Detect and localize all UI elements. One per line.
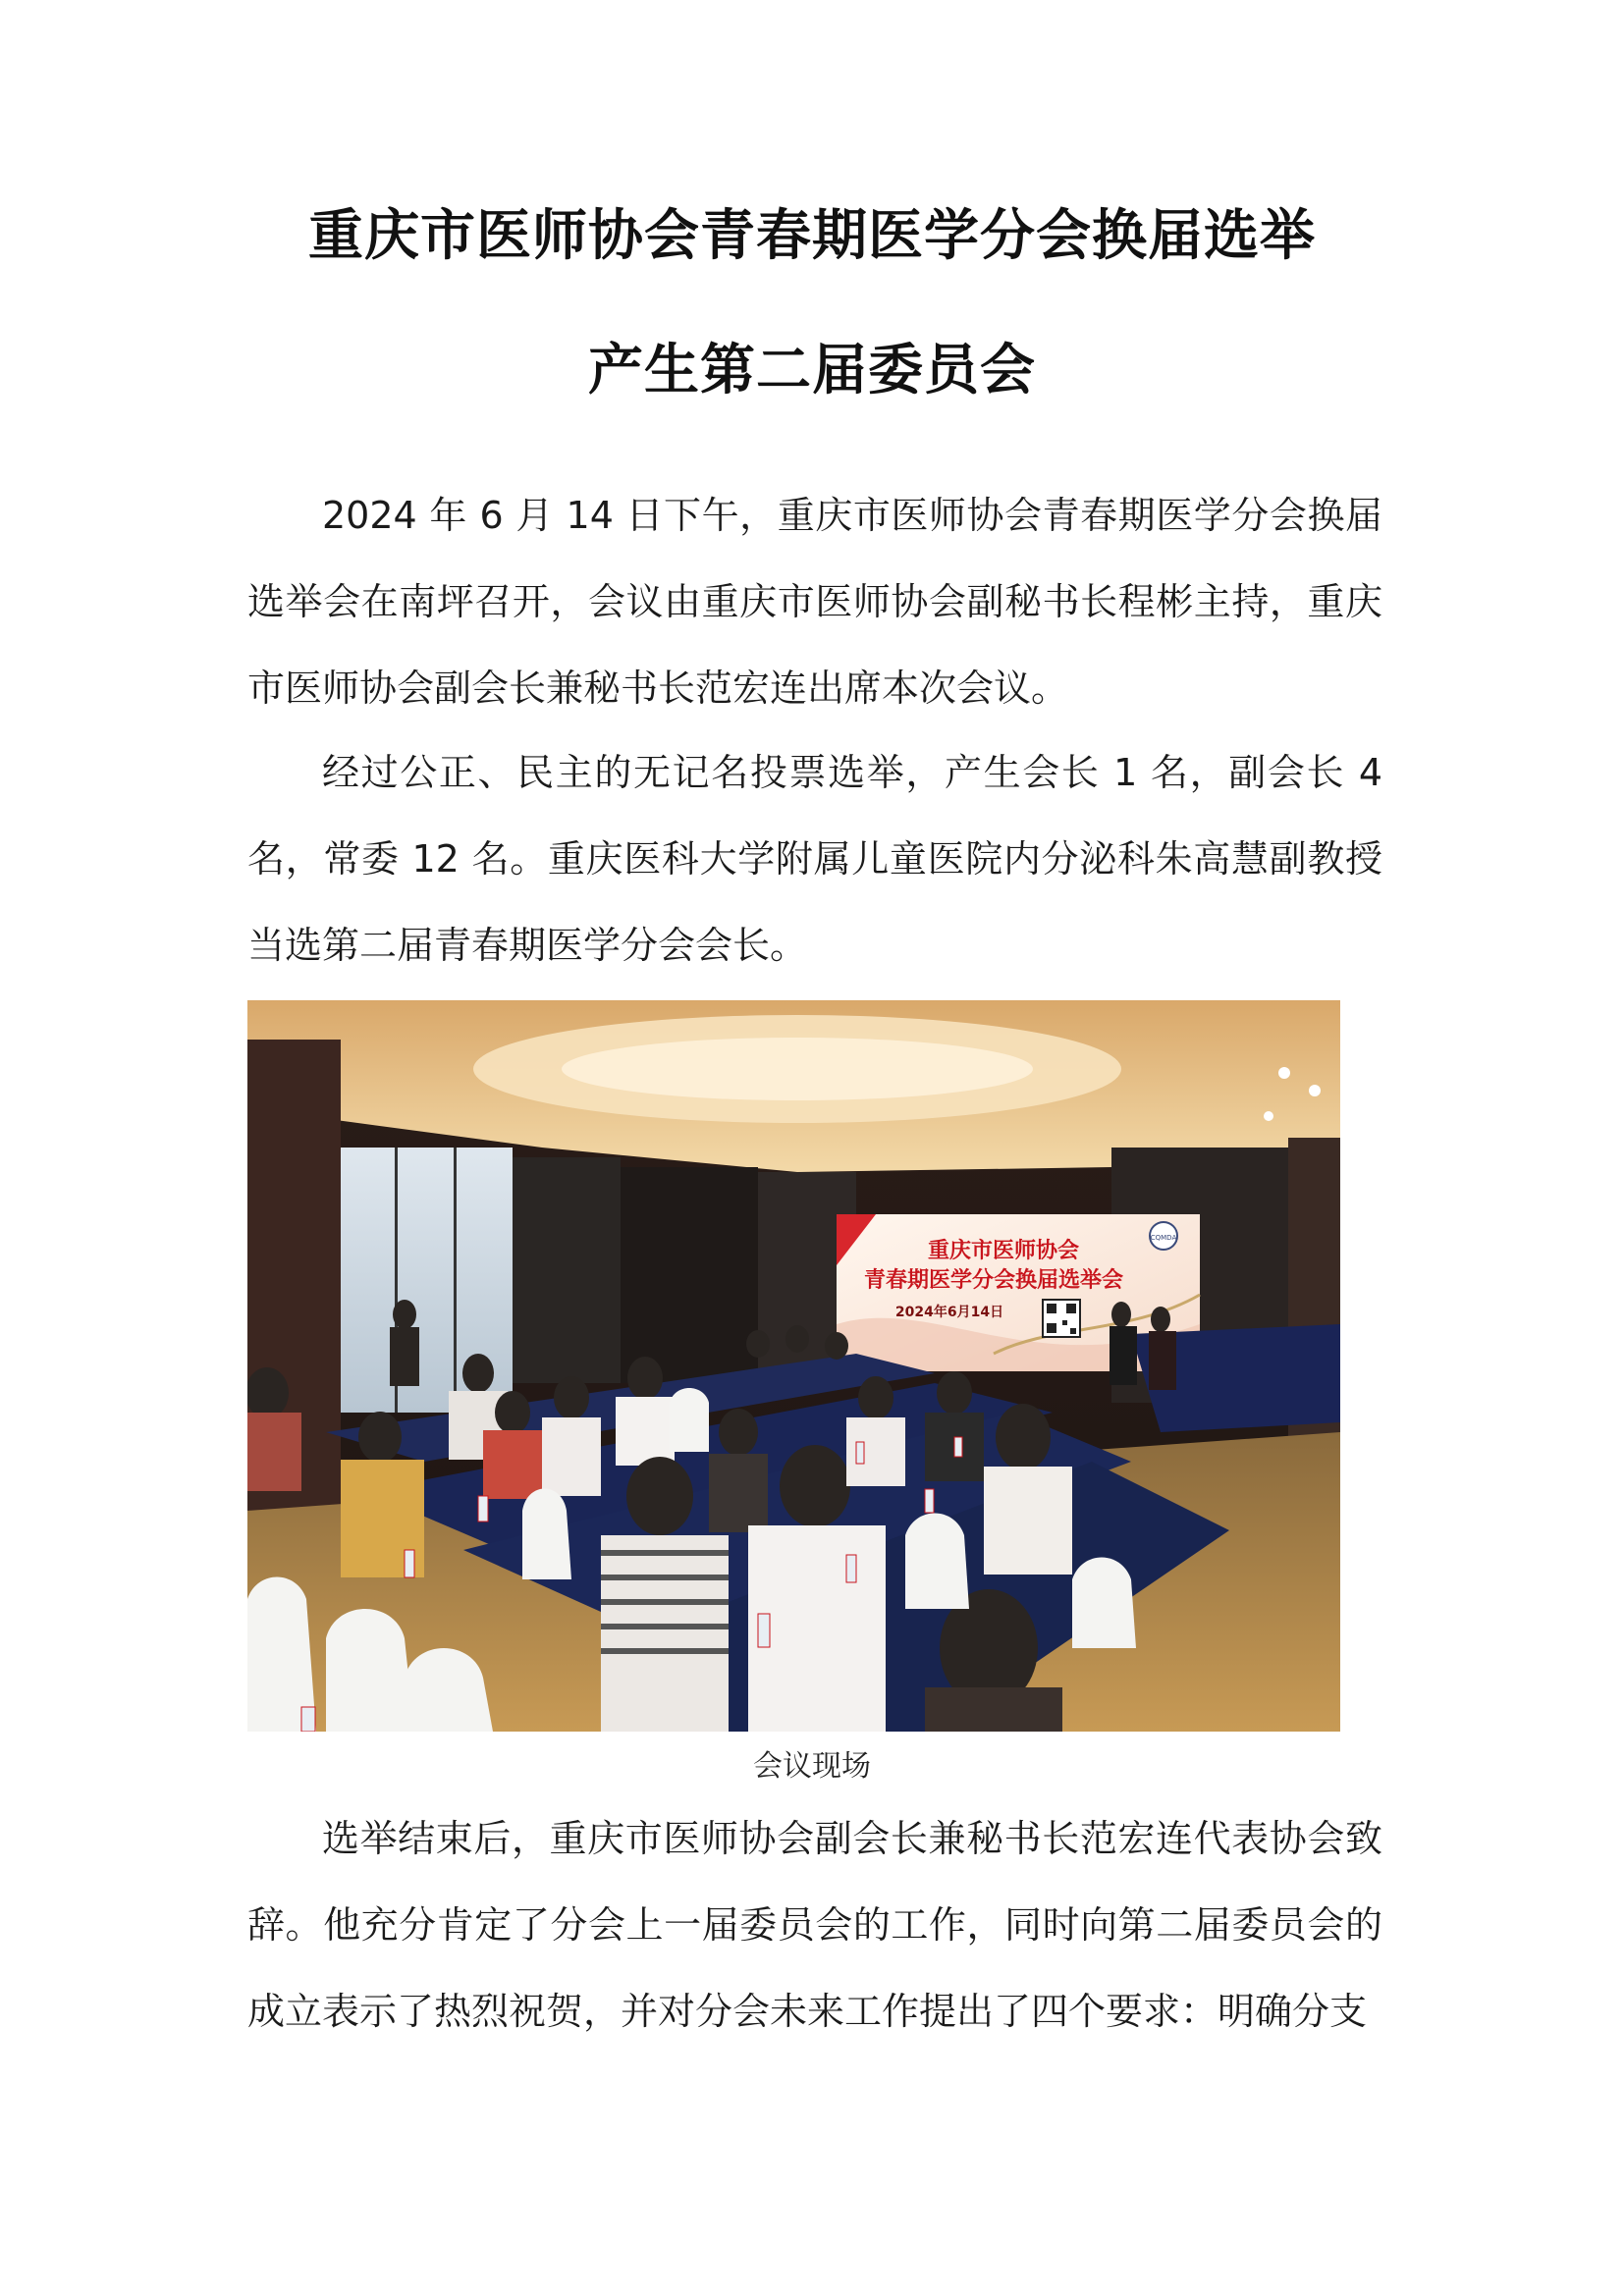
photo-caption: 会议现场: [753, 1749, 871, 1784]
paragraph-1: 2024 年 6 月 14 日下午，重庆市医师协会青春期医学分会换届选举会在南坪召开，会议由重庆市医师协会副秘书长程彬主持，重庆市医师协会副会长兼秘书长范宏连出席本次会议。: [247, 494, 1382, 710]
curtain: [513, 1157, 621, 1383]
banner-line1: 重庆市医师协会: [927, 1238, 1080, 1263]
document-title-line2: 产生第二届委员会: [588, 339, 1036, 402]
banner-logo: CQMDA: [1150, 1234, 1177, 1242]
paragraph-2: 经过公正、民主的无记名投票选举，产生会长 1 名，副会长 4 名，常委 12 名。重庆医科大学附属儿童医院内分泌科朱高慧副教授当选第二届青春期医学分会会长。: [247, 751, 1382, 967]
paragraph-3: 选举结束后，重庆市医师协会副会长兼秘书长范宏连代表协会致辞。他充分肯定了分会上一届委员会的工作，同时向第二届委员会的成立表示了热烈祝贺，并对分会未来工作提出了四个要求：明确分支: [247, 1817, 1382, 2033]
meeting-photo: [247, 1000, 1340, 1732]
banner-date: 2024年6月14日: [894, 1305, 1004, 1320]
document-title-line1: 重庆市医师协会青春期医学分会换届选举: [308, 204, 1316, 268]
banner-line2: 青春期医学分会换届选举会: [863, 1267, 1124, 1293]
